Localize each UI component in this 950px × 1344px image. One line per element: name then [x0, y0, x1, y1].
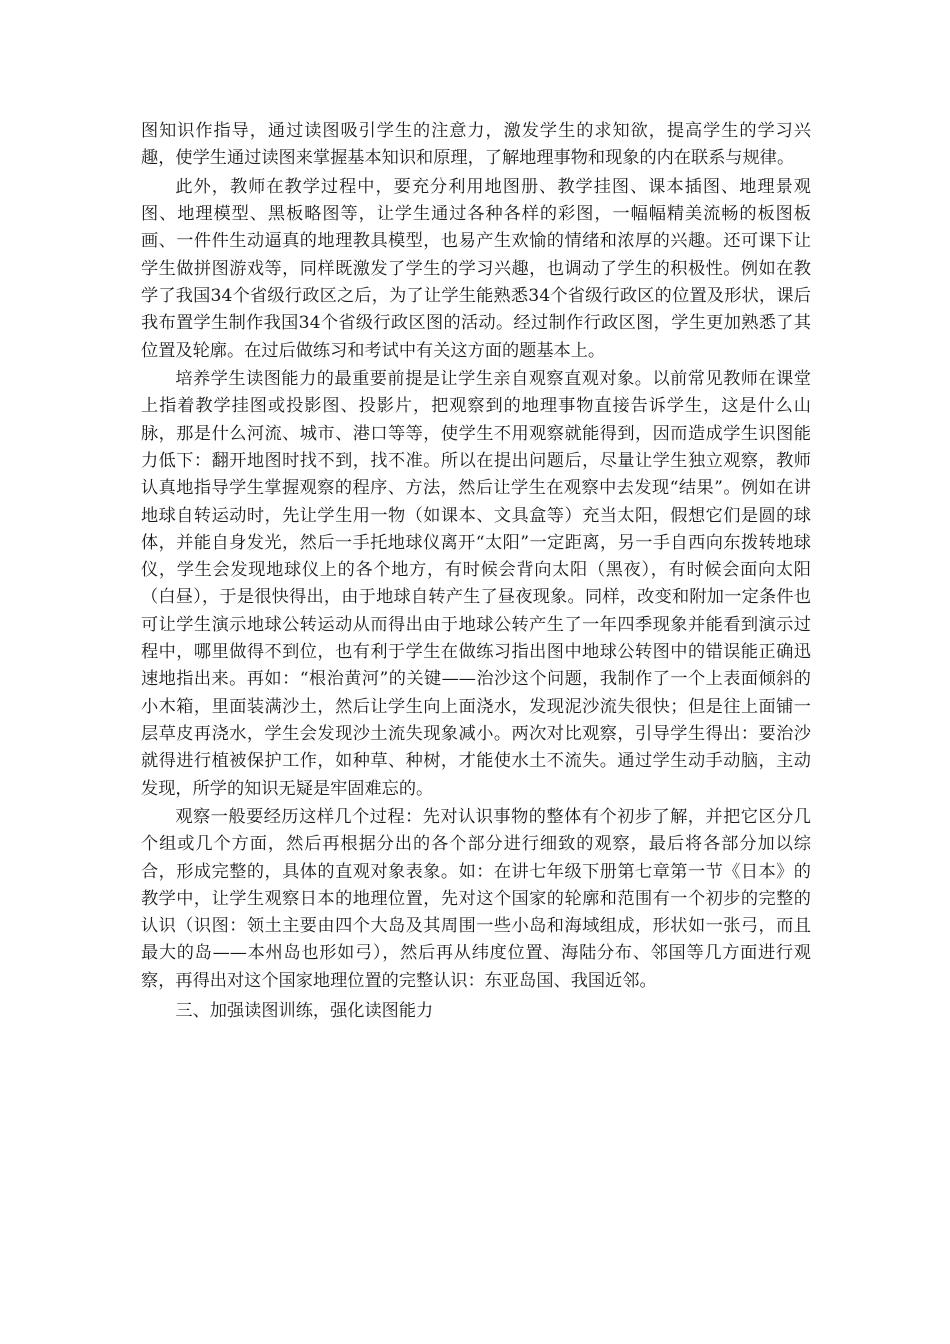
document-body	[141, 118, 811, 1025]
section-heading: 三、加强读图训练，强化读图能力	[175, 1001, 434, 1022]
paragraph-continuation: 图知识作指导，通过读图吸引学生的注意力，激发学生的求知欲，提高学生的学习兴趣，使学生通过读图来掌握基本知识和原理，了解地理事物和现象的内在联系与规律。	[141, 121, 811, 169]
paragraph-observation-premise: 培养学生读图能力的最重要前提是让学生亲自观察直观对象。以前常见教师在课堂上指着教学挂图或投影图、投影片，把观察到的地理事物直接告诉学生，这是什么山脉，那是什么河流、城市、港口等等，使学生不用观察就能得到，因而造成学生识图能力低下：翻开地图时找不到，找不准。所以在提出问题后，尽量让学生独立观察，教师认真地指导学生掌握观察的程序、方法，然后让学生在观察中去发现“结果”。例如在讲地球自转运动时，先让学生用一物（如课本、文具盒等）充当太阳，假想它们是圆的球体，并能自身发光，然后一手托地球仪离开“太阳”一定距离，另一手自西向东拨转地球仪，学生会发现地球仪上的各个地方，有时候会背向太阳（黑夜），有时候会面向太阳（白昼），于是很快得出，由于地球自转产生了昼夜现象。同样，改变和附加一定条件也可让学生演示地球公转运动从而得出由于地球公转产生了一年四季现象并能看到演示过程中，哪里做得不到位，也有利于学生在做练习指出图中地球公转图中的错误能正确迅速地指出来。再如：“根治黄河”的关键——治沙这个问题，我制作了一个上表面倾斜的小木箱，里面装满沙土，然后让学生向上面浇水，发现泥沙流失很快；但是往上面铺一层草皮再浇水，学生会发现沙土流失现象减小。两次对比观察，引导学生得出：要治沙就得进行植被保护工作，如种草、种树，才能使水土不流失。通过学生动手动脑，主动发现，所学的知识无疑是牢固难忘的。	[141, 369, 811, 799]
paragraph-observation-process: 观察一般要经历这样几个过程：先对认识事物的整体有个初步了解，并把它区分几个组或几个方面，然后再根据分出的各个部分进行细致的观察，最后将各部分加以综合，形成完整的，具体的直观对象表象。如：在讲七年级下册第七章第一节《日本》的教学中，让学生观察日本的地理位置，先对这个国家的轮廓和范围有一个初步的完整的认识（识图：领土主要由四个大岛及其周围一些小岛和海域组成，形状如一张弓，而且最大的岛——本州岛也形如弓），然后再从纬度位置、海陆分布、邻国等几方面进行观察，再得出对这个国家地理位置的完整认识：东亚岛国、我国近邻。	[141, 806, 811, 991]
paragraph-teaching-aids: 此外，教师在教学过程中，要充分利用地图册、教学挂图、课本插图、地理景观图、地理模型、黑板略图等，让学生通过各种各样的彩图，一幅幅精美流畅的板图板画、一件件生动逼真的地理教具模型，也易产生欢愉的情绪和浓厚的兴趣。还可课下让学生做拼图游戏等，同样既激发了学生的学习兴趣，也调动了学生的积极性。例如在教学了我国34个省级行政区之后，为了让学生能熟悉34个省级行政区的位置及形状，课后我布置学生制作我国34个省级行政区图的活动。经过制作行政区图，学生更加熟悉了其位置及轮廓。在过后做练习和考试中有关这方面的题基本上。	[141, 176, 811, 361]
